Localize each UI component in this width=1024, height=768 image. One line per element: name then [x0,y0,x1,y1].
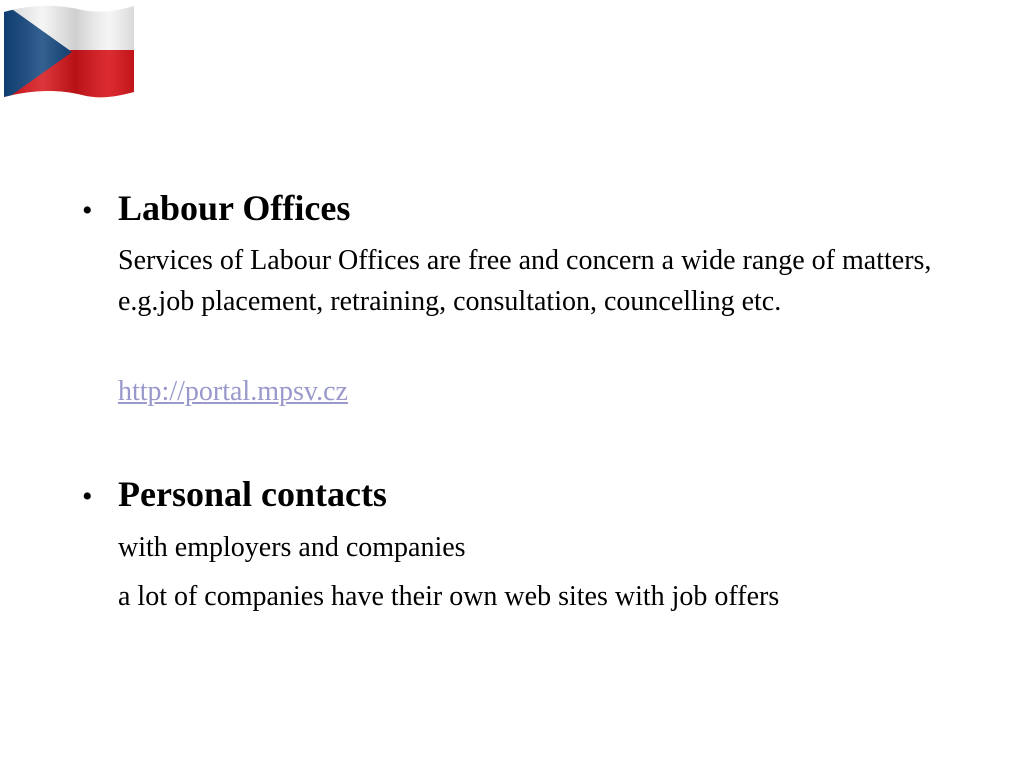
portal-mpsv-link[interactable]: http://portal.mpsv.cz [118,376,348,407]
czech-flag-icon [2,2,136,98]
personal-contacts-line-employers: with employers and companies [118,532,466,563]
personal-contacts-line-websites: a lot of companies have their own web sites with job offers [118,581,780,612]
heading-personal-contacts: Personal contacts [118,474,387,514]
labour-offices-description: Services of Labour Offices are free and concern a wide range of matters, e.g.job placement, retraining, consultation, councelling etc. [118,245,932,317]
heading-labour-offices: Labour Offices [118,188,351,228]
bullet-personal-contacts [82,472,387,516]
bullet-dot: • [82,480,93,513]
bullet-dot: • [82,194,93,227]
bullet-labour-offices [82,186,350,230]
